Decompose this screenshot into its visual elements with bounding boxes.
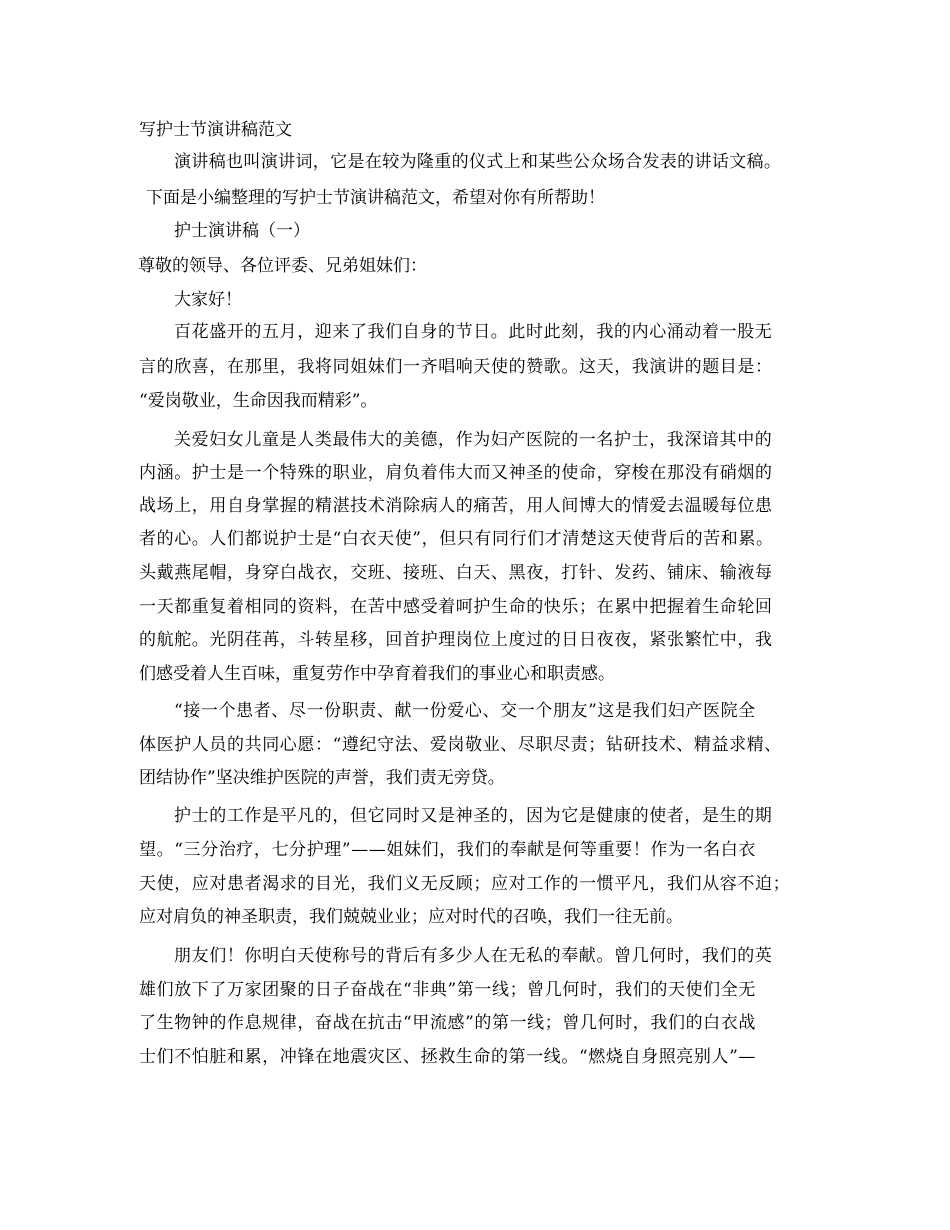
salutation-line: 尊敬的领导、各位评委、兄弟姐妹们： [138, 256, 427, 276]
paragraph-line: 言的欣喜，在那里，我将同姐妹们一齐唱响天使的赞歌。这天，我演讲的题目是： [139, 357, 773, 377]
section-heading: 护士演讲稿（一） [174, 221, 310, 241]
paragraph-line: “爱岗敬业，生命因我而精彩”。 [139, 391, 378, 411]
paragraph-line: 百花盛开的五月，迎来了我们自身的节日。此时此刻，我的内心涌动着一股无 [174, 322, 773, 342]
paragraph-line: 应对肩负的神圣职责，我们兢兢业业；应对时代的召唤，我们一往无前。 [139, 907, 683, 927]
greeting-line: 大家好！ [174, 290, 242, 310]
paragraph-line: 们感受着人生百味，重复劳作中孕育着我们的事业心和职责感。 [139, 664, 615, 684]
paragraph-line: 头戴燕尾帽，身穿白战衣，交班、接班、白天、黑夜，打针、发药、铺床、输液每 [139, 563, 773, 583]
paragraph-line: 者的心。人们都说护士是“白衣天使”，但只有同行们才清楚这天使背后的苦和累。 [139, 529, 774, 549]
paragraph-line: 关爱妇女儿童是人类最伟大的美德，作为妇产医院的一名护士，我深谙其中的 [174, 430, 773, 450]
paragraph-line: 朋友们！你明白天使称号的背后有多少人在无私的奉献。曾几何时，我们的英 [174, 946, 773, 966]
paragraph-line: 望。“三分治疗，七分护理”——姐妹们，我们的奉献是何等重要！作为一名白衣 [139, 840, 756, 860]
paragraph-line: 下面是小编整理的写护士节演讲稿范文，希望对你有所帮助！ [146, 188, 605, 208]
paragraph-line: “接一个患者、尽一份职责、献一份爱心、交一个朋友”这是我们妇产医院全 [174, 701, 756, 721]
paragraph-line: 雄们放下了万家团聚的日子奋战在“非典”第一线；曾几何时，我们的天使们全无 [139, 980, 756, 1000]
paragraph-line: 战场上，用自身掌握的精湛技术消除病人的痛苦，用人间博大的情爱去温暖每位患 [139, 496, 773, 516]
paragraph-line: 的航舵。光阴荏苒，斗转星移，回首护理岗位上度过的日日夜夜，紧张繁忙中，我 [139, 630, 773, 650]
paragraph-line: 体医护人员的共同心愿：“遵纪守法、爱岗敬业、尽职尽责；钻研技术、精益求精、 [139, 735, 782, 755]
paragraph-line: 了生物钟的作息规律，奋战在抗击“甲流感”的第一线；曾几何时，我们的白衣战 [139, 1013, 756, 1033]
paragraph-line: 团结协作”坚决维护医院的声誉，我们责无旁贷。 [139, 768, 505, 788]
paragraph-line: 护士的工作是平凡的，但它同时又是神圣的，因为它是健康的使者，是生的期 [174, 806, 773, 826]
paragraph-line: 天使，应对患者渴求的目光，我们义无反顾；应对工作的一惯平凡，我们从容不迫； [139, 874, 791, 894]
paragraph-line: 演讲稿也叫演讲词，它是在较为隆重的仪式上和某些公众场合发表的讲话文稿。 [174, 152, 782, 172]
paragraph-line: 士们不怕脏和累，冲锋在地震灾区、拯救生命的第一线。“燃烧自身照亮别人”— [139, 1047, 756, 1067]
document-title: 写护士节演讲稿范文 [139, 120, 292, 140]
paragraph-line: 内涵。护士是一个特殊的职业，肩负着伟大而又神圣的使命，穿梭在那没有硝烟的 [139, 463, 773, 483]
paragraph-line: 一天都重复着相同的资料，在苦中感受着呵护生命的快乐；在累中把握着生命轮回 [139, 597, 773, 617]
